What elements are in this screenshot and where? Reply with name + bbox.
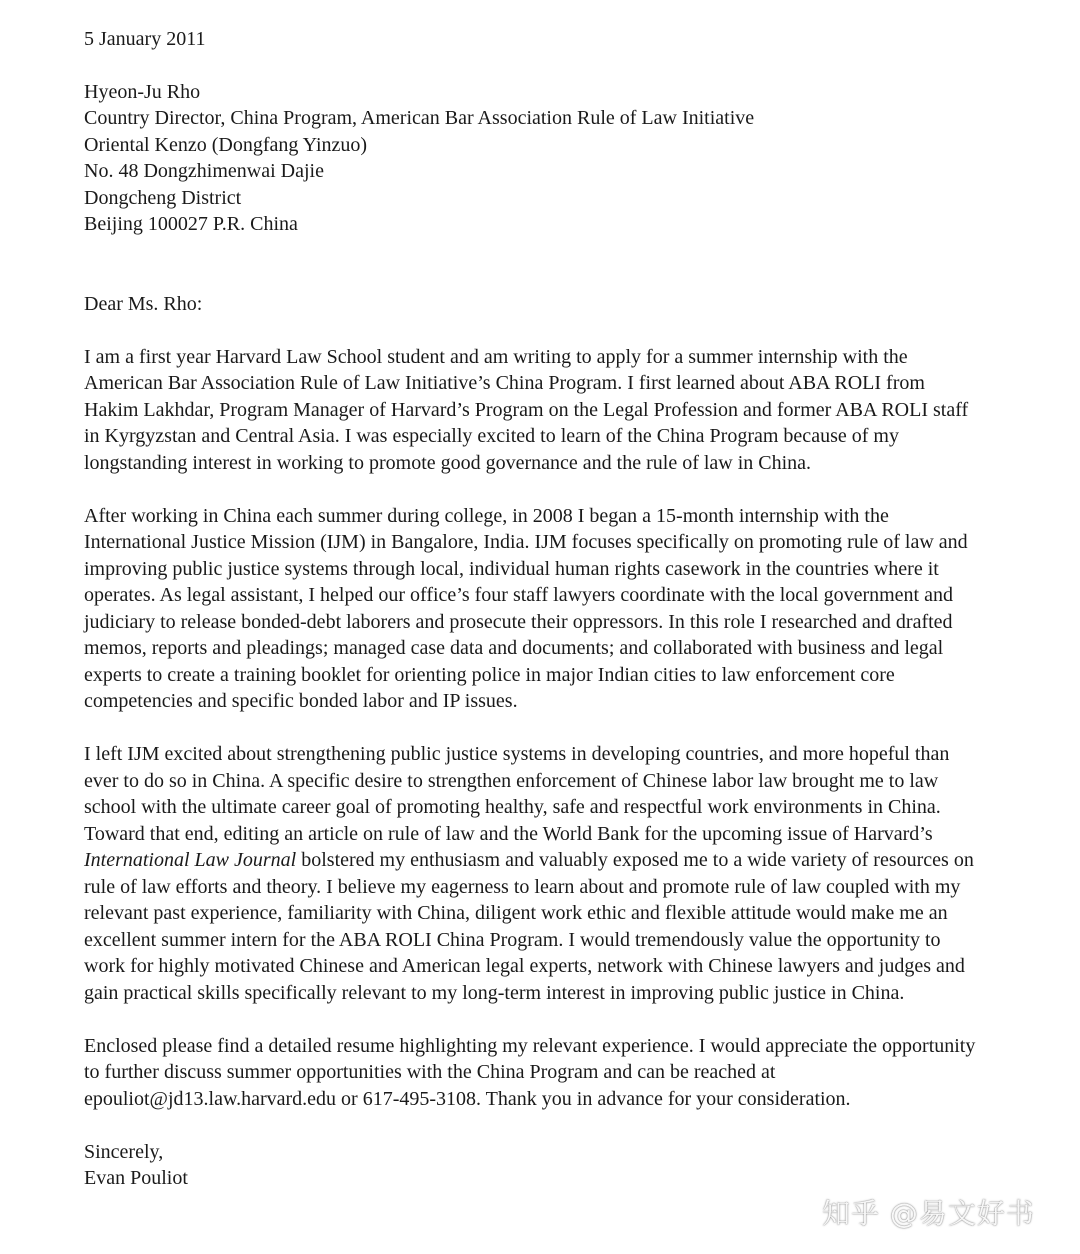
paragraph-line: operates. As legal assistant, I helped our office’s four staff lawyers coordinate with the local government and (84, 584, 953, 606)
date-text: 5 January 2011 (84, 28, 206, 50)
letter (84, 26, 1014, 1192)
recipient-title: Country Director, China Program, American Bar Association Rule of Law Initiative (84, 107, 755, 129)
paragraph-line: judiciary to release bonded-debt laborers and prosecute their oppressors. In this role I researched and drafted (84, 610, 953, 633)
paragraph-line: epouliot@jd13.law.harvard.edu or 617-495-3108. Thank you in advance for your consideration. (84, 1087, 851, 1110)
recipient-name: Hyeon-Ju Rho (84, 80, 201, 103)
salutation-text: Dear Ms. Rho: (84, 292, 203, 315)
address-line: Dongcheng District (84, 186, 242, 209)
recipient-address (84, 79, 1014, 238)
signature-name: Evan Pouliot (84, 1167, 188, 1189)
closing-block (84, 1139, 1014, 1192)
paragraph-line: I am a first year Harvard Law School student and am writing to apply for a summer internship with the (84, 345, 908, 368)
paragraph-line: Hakim Lakhdar, Program Manager of Harvard’s Program on the Legal Profession and former ABA ROLI staff (84, 398, 969, 421)
paragraph-line: work for highly motivated Chinese and American legal experts, network with Chinese lawyers and judges and (84, 955, 965, 977)
watermark: 知乎 @易文好书 (822, 1197, 1035, 1230)
body-paragraph-2 (84, 503, 1014, 715)
body-paragraph-1 (84, 344, 1014, 477)
paragraph-line: to further discuss summer opportunities with the China Program and can be reached at (84, 1061, 776, 1083)
paragraph-line: rule of law efforts and theory. I believe my eagerness to learn about and promote rule of law coupled with my (84, 875, 961, 898)
paragraph-line: longstanding interest in working to promote good governance and the rule of law in China. (84, 451, 812, 474)
journal-line-rest: bolstered my enthusiasm and valuably exposed me to a wide variety of resources on (296, 849, 974, 871)
paragraph-line: ever to do so in China. A specific desire to strengthen enforcement of Chinese labor law brought me to law (84, 769, 939, 792)
paragraph-line: relevant past experience, familiarity with China, diligent work ethic and flexible attitude would make me an (84, 902, 948, 924)
paragraph-line: American Bar Association Rule of Law Initiative’s China Program. I first learned about ABA ROLI from (84, 372, 925, 394)
paragraph-line: in Kyrgyzstan and Central Asia. I was especially excited to learn of the China Program because of my (84, 425, 899, 447)
address-line: Oriental Kenzo (Dongfang Yinzuo) (84, 133, 368, 156)
body-paragraph-4 (84, 1033, 1014, 1113)
paragraph-line: excellent summer intern for the ABA ROLI China Program. I would tremendously value the opportunity to (84, 928, 941, 951)
address-line: Beijing 100027 P.R. China (84, 213, 298, 235)
paragraph-line: Toward that end, editing an article on rule of law and the World Bank for the upcoming issue of Harvard’s (84, 822, 933, 845)
paragraph-line: improving public justice systems through local, individual human rights casework in the countries where it (84, 557, 939, 580)
paragraph-line: experts to create a training booklet for orienting police in major Indian cities to law enforcement core (84, 663, 895, 686)
paragraph-line: I left IJM excited about strengthening public justice systems in developing countries, and more hopeful than (84, 743, 950, 765)
paragraph-line-with-journal (84, 847, 1014, 874)
paragraph-line: school with the ultimate career goal of promoting healthy, safe and respectful work environments in China. (84, 796, 941, 818)
paragraph-line: Enclosed please find a detailed resume highlighting my relevant experience. I would appreciate the opportunity (84, 1034, 976, 1057)
closing-text: Sincerely, (84, 1140, 164, 1163)
paragraph-line: After working in China each summer during college, in 2008 I began a 15-month internship with the (84, 504, 889, 527)
salutation (84, 291, 1014, 318)
address-line: No. 48 Dongzhimenwai Dajie (84, 160, 324, 182)
paragraph-line: competencies and specific bonded labor and IP issues. (84, 690, 518, 712)
journal-title: International Law Journal (84, 849, 297, 871)
paragraph-line: International Justice Mission (IJM) in Bangalore, India. IJM focuses specifically on promoting rule of law and (84, 531, 968, 553)
letter-date (84, 26, 1014, 53)
body-paragraph-3 (84, 741, 1014, 1006)
paragraph-line: memos, reports and pleadings; managed case data and documents; and collaborated with business and legal (84, 637, 944, 659)
paragraph-line: gain practical skills specifically relevant to my long-term interest in improving public justice in China. (84, 981, 905, 1004)
